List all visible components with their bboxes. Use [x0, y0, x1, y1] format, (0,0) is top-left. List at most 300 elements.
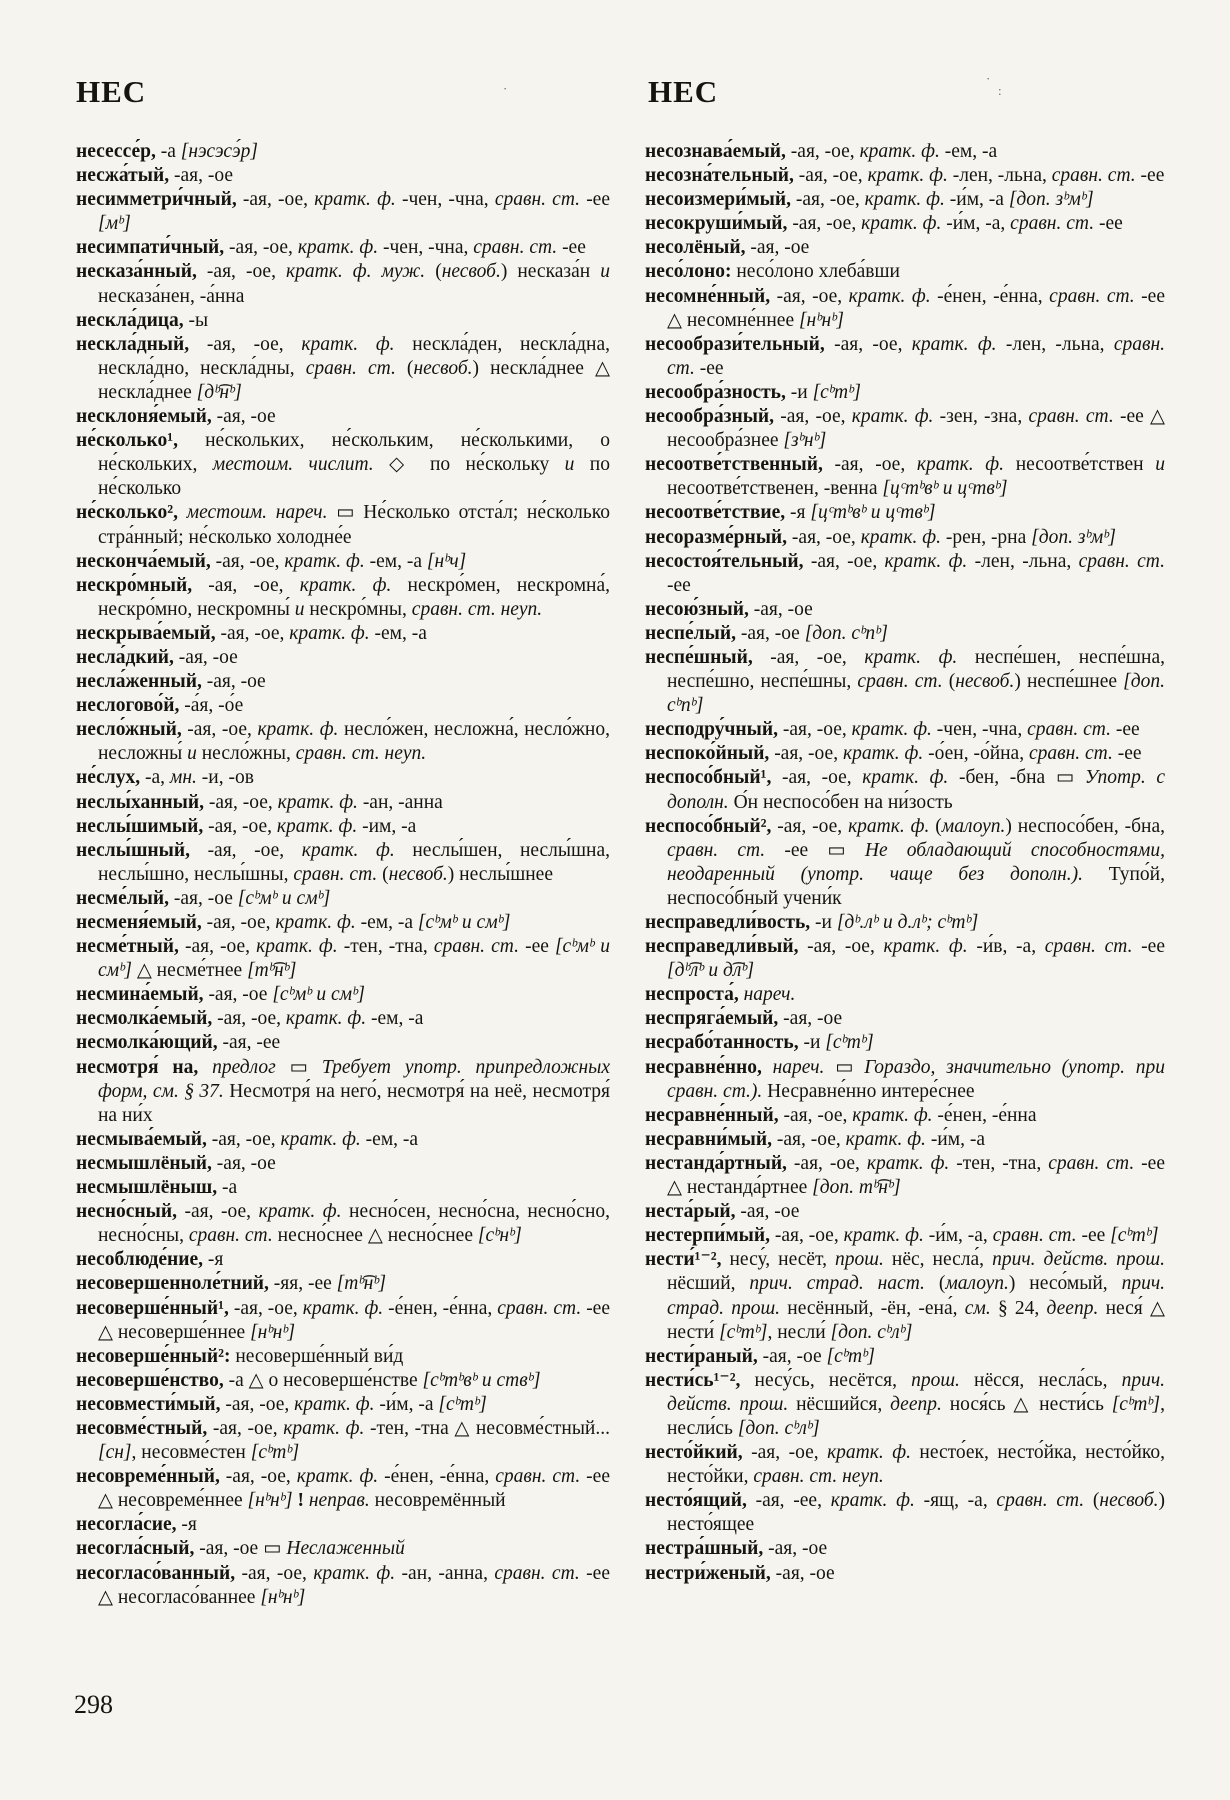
grammar-label: прош. — [911, 1369, 960, 1391]
grammar-label: [нᵇнᵇ] — [260, 1586, 306, 1608]
entry-text: -ая, -ое, — [224, 237, 298, 259]
grammar-label: сравн. ст. — [992, 1225, 1077, 1247]
entry-text: -ем, -а — [939, 141, 998, 162]
entry-text: -чен, -чна, — [395, 189, 495, 211]
entry-text: несу́, несёт, — [721, 1249, 836, 1271]
headword: несла́женный, — [76, 671, 202, 693]
dictionary-entry — [76, 718, 610, 766]
entry-text: неслы́шен, неслы́шна, неслы́шно, неслы́шны, — [98, 839, 611, 885]
headword: несто́ящий, — [645, 1490, 747, 1512]
grammar-label: кратк. ф. — [867, 165, 948, 187]
entry-text: нескла́ден, нескла́дна, нескла́дно, нескла́дны, — [98, 333, 610, 379]
grammar-label: малоуп. — [945, 1273, 1009, 1295]
entry-text: -ая, -ое, — [769, 743, 843, 765]
headword: неспе́лый, — [645, 622, 736, 644]
dictionary-entry — [645, 935, 1165, 983]
headword: несравни́мый, — [645, 1128, 772, 1150]
headword: несообрази́тельный, — [645, 333, 825, 355]
entry-text: -ее — [557, 237, 586, 259]
dictionary-entry — [645, 718, 1165, 742]
dictionary-entry — [645, 646, 1165, 718]
entry-text: неспе́шен, неспе́шна, неспе́шно, неспе́шны, — [667, 646, 1165, 693]
grammar-label: и — [600, 261, 610, 283]
entry-text: -чен, -чна, — [931, 719, 1028, 741]
entry-text: -ая, -ое — [748, 598, 813, 620]
entry-text: , несли́ — [767, 1321, 831, 1343]
grammar-label: [тᵇ͡нᵇ] — [336, 1273, 387, 1295]
grammar-label: [доп. зᵇмᵇ] — [1031, 526, 1116, 548]
entry-text: -им, -а — [357, 815, 417, 837]
grammar-label: [сᵇтᵇ] — [826, 1345, 875, 1367]
headword: несме́лый, — [76, 887, 169, 909]
entry-text: несоотве́тствен — [1004, 454, 1156, 476]
dictionary-entry — [76, 1007, 610, 1031]
headword: несказа́нный, — [76, 261, 197, 283]
dictionary-entry — [645, 164, 1165, 188]
entry-text: -ее △ несоверше́ннее — [98, 1297, 610, 1343]
entry-text: -а △ о несоверше́нстве — [223, 1369, 423, 1391]
grammar-label: несвоб. — [413, 357, 473, 379]
dictionary-entry — [76, 1272, 610, 1296]
entry-text: -ая, -ее — [217, 1032, 281, 1054]
headword: несжа́тый, — [76, 165, 170, 187]
headword: нескла́дный, — [76, 333, 190, 355]
entry-text: -ая, -ое, — [824, 333, 912, 355]
grammar-label: деепр. — [1046, 1297, 1099, 1319]
grammar-label: и — [187, 743, 197, 765]
headword: несолёный, — [645, 237, 746, 259]
grammar-label: Употр. с дополн. — [667, 767, 1165, 813]
entry-text: -ее ▭ — [765, 839, 865, 861]
entry-text: нёсся, несла́сь, — [959, 1369, 1122, 1391]
entry-text: несло́жен, несложна́, несло́жно, несложны́ — [98, 719, 610, 765]
grammar-label: прош. — [835, 1249, 884, 1271]
headword: несконча́емый, — [76, 550, 211, 572]
headword: несогласо́ванный, — [76, 1562, 236, 1584]
dictionary-entry — [645, 742, 1165, 766]
entry-text: -ем, -а — [366, 1008, 424, 1030]
entry-text: -ая, -ое, — [742, 1442, 828, 1464]
grammar-label: малоуп. — [941, 815, 1006, 837]
entry-text: -ая, -ое, — [787, 213, 862, 235]
entry-text: -и́м, -а — [925, 1128, 985, 1150]
grammar-label: сравн. ст. — [495, 1466, 581, 1488]
headword: неспоко́йный, — [645, 743, 770, 765]
dictionary-entry — [645, 501, 1165, 525]
entry-text: Тупо́й, неспосо́бный учени́к — [667, 863, 1165, 909]
grammar-label: кратк. ф. — [294, 1393, 375, 1415]
headword: несовме́стный, — [76, 1417, 208, 1439]
headword: несмышлёный, — [76, 1152, 212, 1174]
entry-text: -и — [810, 912, 837, 933]
dictionary-entry — [76, 1345, 610, 1369]
grammar-label: кратк. ф. — [884, 550, 968, 572]
entry-text: -ая, -ое, — [207, 1417, 284, 1439]
headword: несоизмери́мый, — [645, 189, 791, 211]
entry-text: -ая, -ое, — [785, 141, 860, 162]
grammar-label: [нᵇнᵇ] — [798, 309, 844, 331]
headword: несправедли́вость, — [645, 912, 811, 933]
grammar-label: кратк. ф. — [256, 936, 338, 958]
dictionary-entry — [645, 260, 1165, 284]
dictionary-entry — [645, 1200, 1165, 1224]
dictionary-entry — [645, 815, 1165, 911]
entry-text: -ая, -ое, — [177, 1201, 259, 1223]
dictionary-entry — [76, 1393, 610, 1417]
dictionary-entry — [645, 983, 1165, 1007]
entry-text: ( — [924, 1273, 946, 1295]
entry-text: -ая, -ое — [203, 984, 273, 1006]
entry-text: ◇ по не́скольку — [373, 454, 565, 476]
grammar-label: сравн. ст. — [1028, 743, 1113, 765]
grammar-label: кратк. ф. — [285, 1008, 367, 1030]
entry-text: -ая, -ое, — [189, 839, 302, 861]
entry-text: -ы — [183, 309, 209, 331]
grammar-label: [сᵇтᵇ] — [1111, 1393, 1161, 1415]
entry-text: ) несказа́н — [500, 261, 601, 283]
dictionary-entry — [645, 381, 1165, 405]
dictionary-entry — [76, 983, 610, 1007]
grammar-label: [доп. сᵇпᵇ] — [667, 671, 1165, 717]
entry-text: -чен, -чна, — [378, 237, 474, 259]
grammar-label: кратк. ф. муж. — [286, 261, 426, 283]
grammar-label: кратк. ф. — [864, 646, 958, 668]
entry-text: -ая, -ое — [735, 1201, 800, 1223]
entry-text: -ая, -ое, — [228, 1297, 303, 1319]
entry-text: несно́снее △ несно́снее — [272, 1225, 478, 1247]
entry-text: -ая, -ое, — [235, 1562, 314, 1584]
grammar-label: сравн. ст. — [188, 1225, 273, 1247]
entry-text: -ее — [1132, 936, 1165, 958]
headword: несно́сный, — [76, 1201, 177, 1223]
headword: не́сколько², — [76, 502, 178, 524]
headword: нескрыва́емый, — [76, 622, 216, 644]
grammar-label: сравн. ст. — [494, 189, 581, 211]
headword: несою́зный, — [645, 598, 749, 620]
grammar-label: сравн. ст. — [497, 1297, 582, 1319]
grammar-label: кратк. ф. — [883, 936, 968, 958]
entry-text: -ее — [694, 357, 724, 379]
grammar-label: [сᵇмᵇ и смᵇ] — [237, 887, 331, 909]
grammar-label: [сᵇтᵇ] — [250, 1442, 300, 1464]
dictionary-entry — [645, 212, 1165, 236]
headword: несклоня́емый, — [76, 406, 212, 428]
grammar-label: прич. действ. прош. — [992, 1249, 1165, 1271]
running-head-left: НЕС — [76, 74, 147, 109]
headword: ! — [297, 1490, 304, 1512]
entry-text: -ем, -а — [355, 912, 418, 933]
grammar-label: кратк. ф. — [280, 1128, 361, 1150]
entry-text: нося́сь △ нести́сь — [941, 1393, 1112, 1415]
headword: несокруши́мый, — [645, 213, 788, 235]
dictionary-entry — [76, 1031, 610, 1055]
headword: несравне́нный, — [645, 1104, 779, 1126]
grammar-label: кратк. ф. — [852, 1104, 933, 1126]
entry-text: -ее △ несообра́знее — [667, 406, 1165, 452]
headword: несменя́емый, — [76, 912, 202, 933]
entry-text: -и́м, -а — [944, 189, 1009, 211]
headword: неслогово́й, — [76, 695, 180, 717]
grammar-label: сравн. ст. — [433, 936, 519, 958]
headword: неспосо́бный², — [645, 815, 772, 837]
grammar-label: сравн. ст. — [494, 1562, 580, 1584]
headword: несообра́зность, — [645, 381, 786, 403]
entry-text: △ несме́тнее — [131, 960, 248, 982]
entry-text: нескро́мен, нескромна́, нескро́мно, нескромны́ — [98, 574, 610, 620]
entry-text: ) неслы́шнее — [447, 863, 553, 885]
headword: неспряга́емый, — [645, 1008, 779, 1030]
entry-text: несто́ек, несто́йка, несто́йко, несто́йки, — [667, 1442, 1166, 1488]
dictionary-entry — [645, 1128, 1165, 1152]
entry-text: -ее — [1135, 165, 1165, 187]
dictionary-entry — [76, 164, 610, 188]
headword: несправедли́вый, — [645, 936, 799, 958]
dictionary-entry — [76, 1128, 610, 1152]
grammar-label: и — [564, 454, 575, 476]
entry-text: -и́м, -а, — [923, 1225, 993, 1247]
entry-text: -ая, -ое, — [787, 526, 861, 548]
dictionary-entry — [645, 188, 1165, 212]
entry-text: -ая, -ое, — [771, 815, 849, 837]
entry-text: -и — [785, 381, 813, 403]
grammar-label: сравн. ст. — [1028, 406, 1114, 428]
headword: нести́¹⁻², — [645, 1249, 722, 1271]
dictionary-entry — [645, 236, 1165, 260]
grammar-label: [дᵇ͡лᵇ и д͡лᵇ] — [667, 960, 755, 982]
entry-text: -ая, -ое — [757, 1345, 827, 1367]
grammar-label: [сᵇтᵇ] — [812, 381, 861, 403]
dictionary-entry — [76, 815, 610, 839]
entry-text — [198, 1057, 212, 1078]
headword: неслы́шимый, — [76, 815, 204, 837]
grammar-label: мн. — [169, 767, 197, 789]
headword: несообра́зный, — [645, 406, 775, 428]
dictionary-entry — [645, 1489, 1165, 1537]
headword: несравне́нно, — [645, 1056, 762, 1078]
entry-text: -ая, -ое, — [777, 719, 852, 741]
dictionary-entry — [645, 766, 1165, 814]
entry-text: -яя, -ее — [268, 1273, 337, 1295]
headword: нести́раный, — [645, 1345, 758, 1367]
headword: несессе́р, — [76, 141, 156, 162]
entry-text: ( — [377, 863, 389, 885]
grammar-label: несвоб. — [441, 261, 501, 283]
entry-text: -ая, -ое, — [204, 791, 278, 813]
grammar-label: [сᵇтᵇ] — [438, 1393, 487, 1415]
entry-text: -ее — [1112, 743, 1142, 765]
grammar-label: кратк. ф. — [301, 839, 395, 861]
headword: нескла́дица, — [76, 309, 184, 331]
entry-text: Несмотря́ на него́, несмотря́ на неё, несмотря́ на ни́х — [98, 1080, 610, 1126]
grammar-label: сравн. ст. — [1044, 936, 1133, 958]
entry-text: -ая, -ое, — [189, 333, 302, 355]
entry-text: -и — [798, 1032, 826, 1054]
grammar-label: кратк. ф. — [916, 454, 1005, 476]
dictionary-entry — [645, 1562, 1165, 1586]
entry-text: ) несто́ящее — [667, 1490, 1166, 1536]
entry-text: -ая, -ое — [745, 237, 810, 259]
dictionary-entry — [76, 1417, 610, 1465]
entry-text: -ая, -ое, — [774, 406, 852, 428]
grammar-label: Не обладающий способностями, неодаренный (употр. чаще без дополн.). — [667, 839, 1165, 885]
dictionary-entry — [645, 1104, 1165, 1128]
entry-text: -а́я, -о́е — [179, 695, 244, 717]
headword: несмина́емый, — [76, 984, 204, 1006]
grammar-label: кратк. ф. — [845, 1128, 926, 1150]
dictionary-entry — [76, 574, 610, 622]
entry-text: нескро́мны, — [304, 598, 412, 620]
entry-text: -и́в, -а, — [967, 936, 1045, 958]
headword: не́слух, — [76, 767, 141, 789]
entry-text: -ее △ несогласо́ваннее — [98, 1562, 610, 1608]
entry-text: несоотве́тственен, -венна — [667, 478, 883, 500]
dictionary-entry — [76, 1248, 610, 1272]
entry-text: -а — [217, 1177, 238, 1199]
dictionary-entry — [645, 1031, 1165, 1055]
headword: несогла́сие, — [76, 1514, 177, 1536]
entry-text: -ая, -ое, — [822, 454, 917, 476]
entry-text: -тен, -тна, — [949, 1152, 1049, 1174]
grammar-label: кратк. ф. — [859, 141, 940, 162]
grammar-label: [сᵇтᵇ] — [1110, 1225, 1159, 1247]
grammar-label: [дᵇ.лᵇ и д.лᵇ; сᵇтᵇ] — [836, 912, 979, 933]
headword: неста́рый, — [645, 1201, 736, 1223]
dictionary-entry — [645, 453, 1165, 501]
dictionary-entry — [645, 526, 1165, 550]
grammar-label: кратк. ф. — [842, 743, 924, 765]
grammar-label: кратк. ф. — [258, 1201, 342, 1223]
grammar-label: кратк. ф. — [257, 719, 339, 741]
dictionary-entry — [76, 1152, 610, 1176]
entry-text: -тен, -тна, — [337, 936, 434, 958]
entry-text: ▭ Не́сколько отста́л; не́сколько стра́нный; не́сколько холодне́е — [98, 502, 610, 548]
column-left — [76, 140, 610, 1610]
entry-text: -ая, -ое, — [219, 1466, 297, 1488]
grammar-label: Гораздо, значительно (употр. при сравн. ст.). — [667, 1056, 1165, 1102]
entry-text: несоверше́нный ви́д — [230, 1345, 404, 1367]
headword: несозна́тельный, — [645, 165, 794, 187]
scan-artifact: · — [503, 81, 508, 96]
scan-artifact: : — [998, 83, 1002, 98]
entry-text: -ем, -а — [369, 622, 427, 644]
dictionary-entry — [76, 1297, 610, 1345]
headword: несоверше́нство, — [76, 1369, 224, 1391]
entry-text: ▭ — [275, 1056, 322, 1078]
entry-text: -лен, -льна, — [947, 165, 1052, 187]
grammar-label: см. — [964, 1297, 991, 1319]
entry-text: -ая, -ое, — [196, 261, 287, 283]
entry-text: несо́лоно хлеба́вши — [731, 261, 900, 283]
grammar-label: несвоб. — [955, 671, 1015, 693]
entry-text: -ан, -анна, — [395, 1562, 495, 1584]
entry-text: -ая, -ое, — [203, 815, 277, 837]
grammar-label: [сᵇнᵇ] — [477, 1225, 522, 1247]
grammar-label: [доп. сᵇпᵇ] — [804, 622, 888, 644]
grammar-label: кратк. ф. — [302, 1297, 384, 1319]
grammar-label: [сᵇмᵇ и смᵇ] — [98, 936, 610, 982]
headword: несоотве́тственный, — [645, 454, 823, 476]
grammar-label: местоим. числит. — [212, 454, 374, 476]
grammar-label: [доп. зᵇмᵇ] — [1008, 189, 1094, 211]
entry-text: -ее — [580, 189, 610, 211]
dictionary-entry — [645, 1441, 1165, 1489]
headword: нестерпи́мый, — [645, 1225, 770, 1247]
grammar-label: деепр. — [890, 1393, 942, 1415]
grammar-label: Неслаженный — [286, 1538, 405, 1560]
entry-text: несказа́нен, -а́нна — [98, 285, 245, 307]
grammar-label: кратк. ф. — [861, 213, 942, 235]
headword: нестра́шный, — [645, 1538, 764, 1560]
entry-text: нёсшийся, — [788, 1393, 891, 1415]
headword: несоразме́рный, — [645, 526, 788, 548]
dictionary-entry — [76, 140, 610, 164]
headword: неслы́ханный, — [76, 791, 204, 813]
headword: несовреме́нный, — [76, 1466, 220, 1488]
entry-text: -ая, -ое — [763, 1538, 828, 1560]
grammar-label: кратк. ф. — [297, 237, 379, 259]
grammar-label: кратк. ф. — [296, 1466, 379, 1488]
entry-text: ▭ — [824, 1056, 865, 1078]
headword: несмотря́ на, — [76, 1056, 199, 1078]
headword: несознава́емый, — [645, 141, 786, 162]
dictionary-entry — [76, 622, 610, 646]
entry-text: -ее — [1094, 213, 1123, 235]
dictionary-entry — [76, 1513, 610, 1537]
entry-text: -я — [785, 502, 811, 524]
dictionary-entry — [76, 1369, 610, 1393]
grammar-label: кратк. ф. — [289, 622, 370, 644]
dictionary-entry — [645, 140, 1165, 164]
grammar-label: сравн. ст. — [857, 671, 943, 693]
entry-text: -ая, -ое, — [206, 1128, 281, 1150]
entry-text: -ем, -а — [364, 550, 427, 572]
dictionary-entry — [76, 1537, 610, 1561]
headword: несмолка́ющий, — [76, 1032, 218, 1054]
grammar-label: сравн. ст. — [1051, 165, 1136, 187]
entry-text: -ая, -ое, — [790, 189, 865, 211]
headword: несме́тный, — [76, 936, 179, 958]
entry-text: -ая, -ое, — [201, 912, 276, 933]
dictionary-entry — [76, 501, 610, 549]
dictionary-entry — [76, 309, 610, 333]
grammar-label: сравн. ст. — [667, 839, 766, 861]
column-right — [645, 140, 1165, 1586]
grammar-label: кратк. ф. — [866, 1152, 950, 1174]
dictionary-entry — [76, 1465, 610, 1513]
grammar-label: и — [1155, 454, 1165, 476]
grammar-label: сравн. ст. — [1049, 285, 1135, 307]
grammar-label: кратк. ф. — [851, 719, 932, 741]
entry-text: -ая, -ое — [211, 406, 276, 428]
entry-text: ) нескла́днее △ нескла́днее — [98, 357, 610, 403]
dictionary-entry — [645, 1345, 1165, 1369]
grammar-label: кратк. ф. — [301, 333, 395, 355]
grammar-label: нареч. — [772, 1056, 825, 1078]
grammar-label: прич. страд. прош. — [667, 1273, 1166, 1319]
grammar-label: кратк. ф. — [299, 574, 392, 596]
headword: несоотве́тствие, — [645, 502, 786, 524]
grammar-label: [сᵇтᵇвᵇ и ствᵇ] — [422, 1369, 541, 1391]
grammar-label: и — [294, 598, 305, 620]
headword: неспе́шный, — [645, 646, 753, 668]
entry-text: несно́сен, несно́сна, несно́сно, несно́сны, — [98, 1201, 611, 1247]
entry-text: -а — [155, 141, 181, 162]
headword: несовмести́мый, — [76, 1393, 221, 1415]
grammar-label: кратк. ф. — [275, 912, 356, 933]
entry-text: -ая, -ое, — [803, 550, 885, 572]
headword: несмыва́емый, — [76, 1128, 207, 1150]
headword: несимпати́чный, — [76, 237, 225, 259]
